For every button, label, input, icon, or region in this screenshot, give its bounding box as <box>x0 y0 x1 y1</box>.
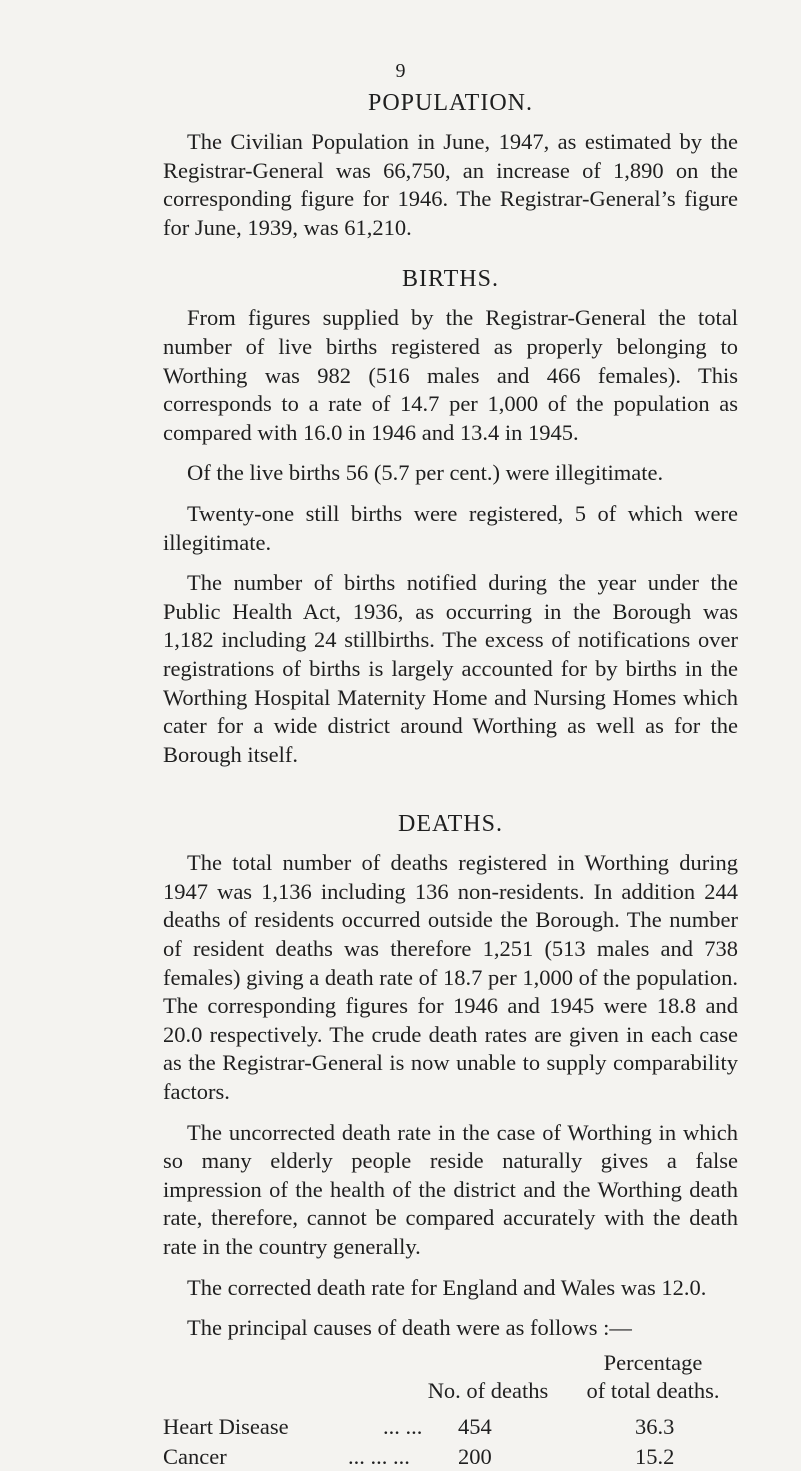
deaths-paragraph-4: The principal causes of death were as follows :— <box>187 1315 632 1341</box>
deaths-column-header: No. of deaths <box>427 1377 549 1403</box>
leader-dots: ... ... <box>383 1413 423 1439</box>
deaths-heading: DEATHS. <box>397 811 503 838</box>
page-number: 9 <box>395 60 406 82</box>
deaths-cell: 454 <box>458 1413 492 1439</box>
deaths-paragraph-3: The corrected death rate for England and Wales was 12.0. <box>187 1274 707 1300</box>
cause-cell: Cancer <box>163 1443 227 1469</box>
deaths-cell: 200 <box>458 1443 492 1469</box>
deaths-paragraph-2: The uncorrected death rate in the case of Worthing in which so many elderly people reside naturally gives a false impression of the health of the district and the Worthing death rate, therefore, cannot be compared accurately with the death rate in the country generally. <box>163 1119 738 1259</box>
percentage-cell: 15.2 <box>635 1443 675 1469</box>
population-paragraph: The Civilian Population in June, 1947, as estimated by the Registrar-General was 66,750, an increase of 1,890 on the corresponding figure for 1946. The Registrar-General’s figure for June, 1939, was 61,210. <box>163 129 738 240</box>
births-paragraph-3: Twenty-one still births were registered, 5 of which were illegitimate. <box>163 500 738 555</box>
births-paragraph-4: The number of births notified during the year under the Public Health Act, 1936, as occurring in the Borough was 1,182 including 24 stillbirths. The excess of notifications over registrations of births is largely accounted for by births in the Worthing Hospital Maternity Home and Nursing Homes which cater for a wide district around Worthing as well as for the Borough itself. <box>163 570 738 767</box>
percentage-cell: 36.3 <box>635 1413 675 1439</box>
cause-cell: Heart Disease <box>163 1413 289 1439</box>
deaths-paragraph-1: The total number of deaths registered in Worthing during 1947 was 1,136 including 136 non-residents. In addition 244 deaths of residents occurred outside the Borough. The number of resident deaths was therefore 1,251 (513 males and 738 females) giving a death rate of 18.7 per 1,000 of the population. The corresponding figures for 1946 and 1945 were 18.8 and 20.0 respectively. The crude death rates are given in each case as the Registrar-General is now unable to supply comparability factors. <box>163 850 738 1105</box>
percentage-column-header-line2: of total deaths. <box>586 1377 720 1403</box>
causes-of-death-table <box>163 1349 738 1469</box>
births-paragraph-2: Of the live births 56 (5.7 per cent.) were illegitimate. <box>187 460 664 486</box>
page-content <box>163 88 738 1469</box>
leader-dots: ... ... ... <box>348 1443 410 1469</box>
births-heading: BIRTHS. <box>402 266 499 293</box>
percentage-column-header-line1: Percentage <box>603 1349 703 1375</box>
births-paragraph-1: From figures supplied by the Registrar-General the total number of live births registered as properly belonging to Worthing was 982 (516 males and 466 females). This corresponds to a rate of 14.7 per 1,000 of the population as compared with 16.0 in 1946 and 13.4 in 1945. <box>163 305 738 445</box>
population-heading: POPULATION. <box>367 90 533 116</box>
